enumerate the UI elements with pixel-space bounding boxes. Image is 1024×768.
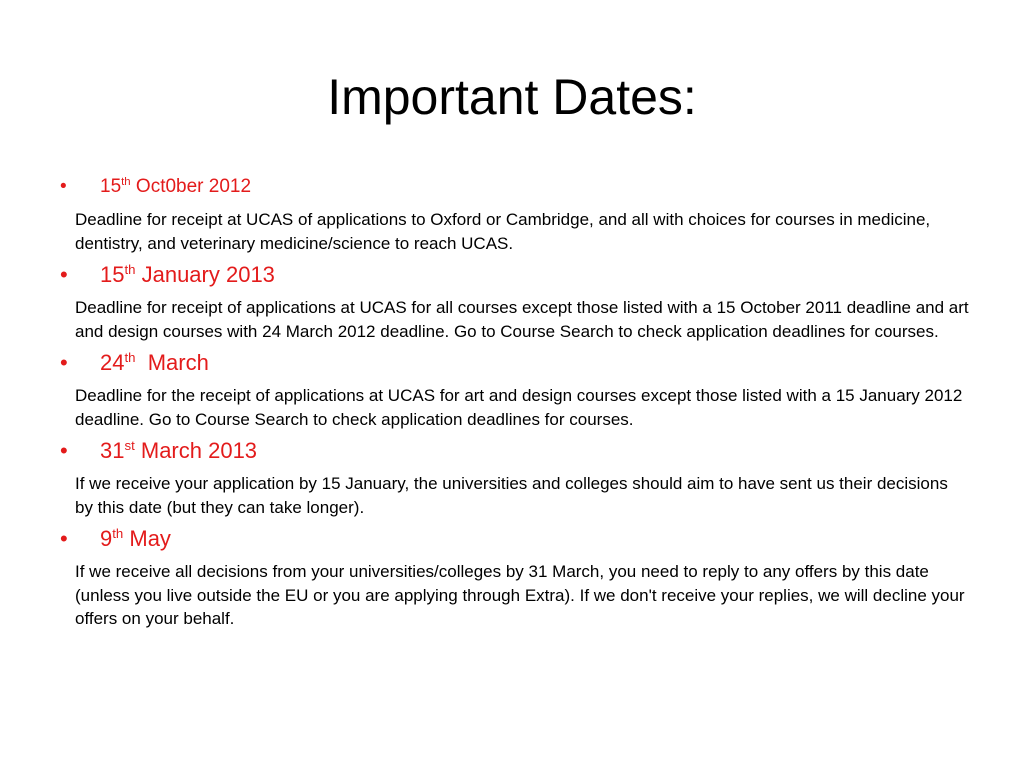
date-description: Deadline for receipt at UCAS of applications to Oxford or Cambridge, and all with choices for courses in medicine, dentistry, and veterinary medicine/science to reach UCAS. (75, 210, 931, 253)
date-day: 15 (100, 176, 122, 197)
bullet-icon: • (60, 438, 68, 463)
date-ordinal: st (124, 438, 135, 454)
date-description: Deadline for the receipt of applications at UCAS for art and design courses except those listed with a 15 January 2012 deadline. Go to Course Search to check application deadlines for courses. (75, 386, 963, 429)
date-day: 15 (100, 262, 125, 287)
date-entry (60, 260, 970, 343)
date-heading (60, 260, 970, 290)
date-month-year: January 2013 (135, 262, 275, 287)
date-month-year: March 2013 (134, 438, 258, 463)
bullet-icon: • (60, 350, 68, 375)
date-ordinal: th (124, 350, 136, 366)
date-ordinal: th (121, 176, 131, 189)
date-ordinal: th (124, 262, 136, 278)
date-day: 24 (100, 350, 125, 375)
dates-list (60, 172, 970, 636)
date-heading (60, 348, 970, 378)
bullet-icon: • (60, 176, 67, 197)
date-description: If we receive your application by 15 January, the universities and colleges should aim to have sent us their decisions by this date (but they can take longer). (75, 474, 948, 517)
date-month: May (123, 526, 171, 551)
date-entry (60, 436, 970, 519)
date-heading (60, 436, 970, 466)
date-month: March (135, 350, 209, 375)
bullet-icon: • (60, 526, 68, 551)
date-heading (60, 172, 970, 202)
date-heading (60, 524, 970, 554)
date-description: Deadline for receipt of applications at UCAS for all courses except those listed with a 15 October 2011 deadline and art and design courses with 24 March 2012 deadline. Go to Course Search to check application deadlines for courses. (75, 298, 969, 341)
date-entry (60, 172, 970, 255)
slide-title: Important Dates: (327, 69, 697, 125)
date-entry (60, 524, 970, 631)
date-day: 31 (100, 438, 125, 463)
date-description: If we receive all decisions from your universities/colleges by 31 March, you need to reply to any offers by this date (unless you live outside the EU or you are applying through Extra). If we don't receive your replies, we will decline your offers on your behalf. (75, 562, 965, 628)
date-day: 9 (100, 526, 113, 551)
bullet-icon: • (60, 262, 68, 287)
date-ordinal: th (112, 526, 124, 542)
date-entry (60, 348, 970, 431)
date-month-year: Oct0ber 2012 (130, 176, 252, 197)
